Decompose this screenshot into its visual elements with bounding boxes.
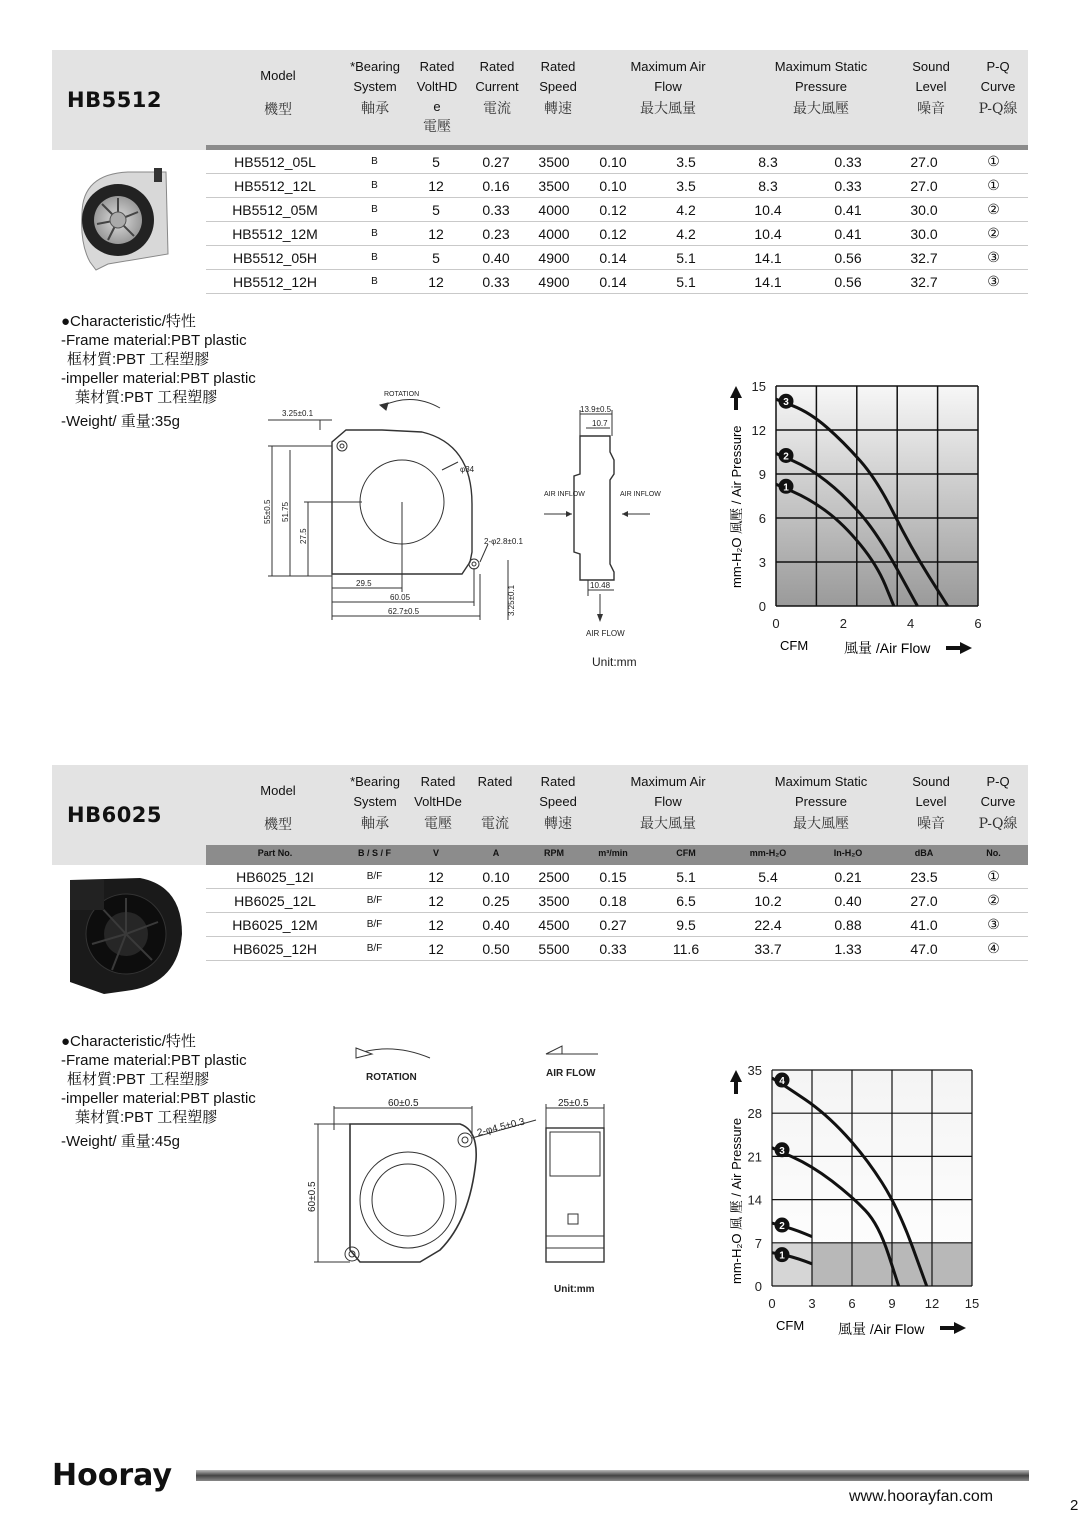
dim-text: 2-φ2.8±0.1 <box>484 537 523 546</box>
y-tick-label: 0 <box>758 599 766 614</box>
table-cell: 5.1 <box>643 270 729 294</box>
table-cell: 12 <box>405 889 467 913</box>
table-row <box>206 246 1028 270</box>
table-cell: 4900 <box>525 270 583 294</box>
dim-text: 2-φ4.5±0.3 <box>476 1116 526 1139</box>
table-cell: 0.27 <box>583 913 643 937</box>
table-cell: 0.33 <box>467 198 525 222</box>
table-cell: 0.41 <box>807 222 889 246</box>
table-cell: 5.4 <box>729 865 807 889</box>
table-cell: 12 <box>405 865 467 889</box>
page-number: 2 <box>1070 1497 1079 1514</box>
table-cell: 2500 <box>525 865 583 889</box>
table-cell: ④ <box>959 937 1028 961</box>
x-tick-label: 6 <box>974 616 982 631</box>
table-cell: 1.33 <box>807 937 889 961</box>
table-cell: 8.3 <box>729 174 807 198</box>
table-cell: 9.5 <box>643 913 729 937</box>
dim-text: 3.25±0.1 <box>507 584 516 616</box>
series-marker-1 <box>775 1247 790 1262</box>
table-cell: 0.12 <box>583 198 643 222</box>
table-cell: 32.7 <box>889 270 959 294</box>
table-cell: 11.6 <box>643 937 729 961</box>
header-model: Model 機型 <box>260 783 296 833</box>
x-axis-label: 風量 /Air Flow <box>844 640 931 656</box>
sub-dba: dBA <box>914 848 934 858</box>
table-cell: 0.15 <box>583 865 643 889</box>
sub-inh2o: In-H₂O <box>833 848 863 858</box>
table-cell: 14.1 <box>729 246 807 270</box>
table-cell: 0.40 <box>467 246 525 270</box>
header-pressure: Maximum Static Pressure 最大風壓 <box>774 59 868 117</box>
model-title: HB6025 <box>67 803 163 827</box>
series-label: 3 <box>783 397 789 409</box>
y-tick-label: 0 <box>754 1279 762 1294</box>
dim-text: 13.9±0.5 <box>580 405 612 414</box>
table-cell: 5 <box>405 150 467 174</box>
table-cell: B <box>344 270 405 294</box>
table-cell: ③ <box>959 270 1028 294</box>
y-tick-label: 21 <box>747 1149 762 1165</box>
header-sound: Sound Level 噪音 <box>912 59 950 117</box>
table-cell: 23.5 <box>889 865 959 889</box>
header-voltage: Rated VoltHDe 電壓 <box>414 774 462 832</box>
table-cell: 41.0 <box>889 913 959 937</box>
table-cell: 27.0 <box>889 889 959 913</box>
table-row <box>206 270 1028 294</box>
series-label: 1 <box>779 1250 785 1262</box>
air-flow-label: AIR FLOW <box>546 1068 596 1079</box>
table-cell: 30.0 <box>889 198 959 222</box>
header-pq: P-Q Curve P-Q線 <box>978 59 1018 117</box>
table-cell: HB6025_12L <box>206 889 344 913</box>
table-cell: HB6025_12I <box>206 865 344 889</box>
table-cell: 22.4 <box>729 913 807 937</box>
table-cell: B/F <box>344 889 405 913</box>
y-axis-arrow <box>730 386 742 410</box>
table-cell: 3500 <box>525 889 583 913</box>
table-cell: 5 <box>405 198 467 222</box>
table-cell: 0.33 <box>807 174 889 198</box>
dim-text: 51.75 <box>281 501 290 522</box>
x-tick-label: 6 <box>848 1296 856 1311</box>
y-tick-label: 9 <box>758 467 766 482</box>
y-tick-label: 12 <box>751 423 766 438</box>
dim-text: 27.5 <box>299 528 308 544</box>
series-marker-3 <box>779 394 794 409</box>
table-cell: 4000 <box>525 198 583 222</box>
table-cell: 12 <box>405 937 467 961</box>
table-cell: 0.88 <box>807 913 889 937</box>
table-cell: 0.16 <box>467 174 525 198</box>
x-axis-label: 風量 /Air Flow <box>838 1321 925 1337</box>
header-current: Rated 電流 <box>477 774 513 832</box>
table-cell: 0.10 <box>583 174 643 198</box>
table-row <box>206 937 1028 961</box>
table-cell: 3.5 <box>643 174 729 198</box>
series-label: 2 <box>783 451 789 463</box>
x-unit-label: CFM <box>776 1318 805 1333</box>
table-cell: B/F <box>344 865 405 889</box>
header-speed: Rated Speed 轉速 <box>539 59 577 117</box>
table-cell: 0.50 <box>467 937 525 961</box>
sub-amp: A <box>492 848 500 858</box>
header-airflow: Maximum Air Flow 最大風量 <box>630 774 706 832</box>
table-cell: 5500 <box>525 937 583 961</box>
x-tick-label: 15 <box>964 1296 980 1311</box>
unit-label: Unit:mm <box>592 655 637 669</box>
table-cell: 0.33 <box>467 270 525 294</box>
table-cell: 0.21 <box>807 865 889 889</box>
table-cell: B <box>344 174 405 198</box>
table-cell: 0.27 <box>467 150 525 174</box>
y-tick-label: 15 <box>751 379 766 394</box>
dim-text: 62.7±0.5 <box>388 607 420 616</box>
table-cell: ③ <box>959 246 1028 270</box>
table-cell: 10.2 <box>729 889 807 913</box>
sub-part-no: Part No. <box>257 848 293 858</box>
y-tick-label: 14 <box>747 1192 762 1208</box>
dim-text: 60.05 <box>390 593 411 602</box>
website-url[interactable]: www.hoorayfan.com <box>849 1488 994 1505</box>
table-row <box>206 222 1028 246</box>
table-cell: 30.0 <box>889 222 959 246</box>
spec-table-hb6025 <box>206 865 1028 961</box>
table-cell: 4.2 <box>643 198 729 222</box>
sub-mmh2o: mm-H₂O <box>749 848 787 858</box>
sub-bearing: B / S / F <box>357 848 391 858</box>
table-cell: 12 <box>405 270 467 294</box>
y-tick-label: 3 <box>758 555 766 570</box>
x-tick-label: 12 <box>924 1296 940 1311</box>
unit-subheader-row <box>206 845 1028 865</box>
table-cell: ② <box>959 889 1028 913</box>
table-cell: 3500 <box>525 150 583 174</box>
y-tick-label: 6 <box>758 511 766 526</box>
x-axis-arrow <box>946 642 972 654</box>
air-inflow-right: AIR INFLOW <box>620 491 661 498</box>
y-axis-arrow <box>730 1070 742 1094</box>
series-label: 1 <box>783 482 789 494</box>
characteristics-hb5512: ●Characteristic/特性 -Frame material:PBT plastic 框材質:PBT 工程塑膠 -impeller material:PBT plastic 葉材質:PBT 工程塑膠 -Weight/ 重量:35g <box>61 313 256 430</box>
table-cell: 33.7 <box>729 937 807 961</box>
y-axis-label: mm-H₂O 風壓 / Air Pressure <box>729 425 744 588</box>
series-marker-1 <box>779 479 794 494</box>
rotation-label: ROTATION <box>384 391 420 398</box>
table-row <box>206 913 1028 937</box>
table-cell: 0.10 <box>583 150 643 174</box>
dim-text: φ34 <box>460 465 475 474</box>
table-cell: 47.0 <box>889 937 959 961</box>
table-cell: B/F <box>344 913 405 937</box>
dim-text: 29.5 <box>356 579 372 588</box>
x-tick-label: 9 <box>888 1296 896 1311</box>
table-cell: 4000 <box>525 222 583 246</box>
header-bearing: *Bearing System 軸承 <box>350 774 400 832</box>
fan-photo-hb6025 <box>60 872 186 996</box>
spec-table-hb5512 <box>206 150 1028 294</box>
table-cell: HB5512_05L <box>206 150 344 174</box>
series-label: 2 <box>779 1221 785 1233</box>
table-cell: 27.0 <box>889 150 959 174</box>
y-tick-label: 28 <box>747 1106 762 1122</box>
table-cell: B <box>344 198 405 222</box>
series-label: 3 <box>779 1145 785 1157</box>
series-marker-4 <box>775 1073 790 1088</box>
series-marker-2 <box>779 448 794 463</box>
fan-photo-hb5512 <box>68 164 180 276</box>
table-cell: ② <box>959 198 1028 222</box>
dimension-drawing-hb5512 <box>262 384 680 670</box>
table-row <box>206 150 1028 174</box>
table-cell: 0.40 <box>467 913 525 937</box>
table-cell: ① <box>959 150 1028 174</box>
table-cell: 0.25 <box>467 889 525 913</box>
table-cell: 0.14 <box>583 270 643 294</box>
table-cell: B/F <box>344 937 405 961</box>
sub-volt: V <box>432 848 439 858</box>
series-marker-3 <box>775 1142 790 1157</box>
table-cell: 4900 <box>525 246 583 270</box>
series-marker-2 <box>775 1218 790 1233</box>
table-cell: 0.56 <box>807 270 889 294</box>
table-cell: HB5512_05M <box>206 198 344 222</box>
table-cell: 14.1 <box>729 270 807 294</box>
x-tick-label: 2 <box>839 616 847 631</box>
x-tick-label: 0 <box>772 616 780 631</box>
table-cell: 0.33 <box>807 150 889 174</box>
table-cell: 5.1 <box>643 246 729 270</box>
air-flow-label: AIR FLOW <box>586 629 625 638</box>
sub-cfm: CFM <box>676 848 696 858</box>
table-cell: HB5512_12H <box>206 270 344 294</box>
table-cell: 0.12 <box>583 222 643 246</box>
table-cell: HB5512_05H <box>206 246 344 270</box>
y-axis-label: mm-H₂O 風 壓 / Air Pressure <box>729 1117 744 1284</box>
dim-text: 3.25±0.1 <box>282 409 314 418</box>
table-cell: 3.5 <box>643 150 729 174</box>
table-cell: 0.18 <box>583 889 643 913</box>
table-cell: 5.1 <box>643 865 729 889</box>
table-cell: ① <box>959 865 1028 889</box>
x-tick-label: 0 <box>768 1296 776 1311</box>
table-cell: HB6025_12M <box>206 913 344 937</box>
unit-label: Unit:mm <box>554 1284 595 1295</box>
x-tick-label: 3 <box>808 1296 816 1311</box>
x-axis-arrow <box>940 1322 966 1334</box>
table-cell: 4.2 <box>643 222 729 246</box>
table-cell: 0.10 <box>467 865 525 889</box>
table-cell: HB5512_12L <box>206 174 344 198</box>
table-cell: 0.40 <box>807 889 889 913</box>
sub-no: No. <box>986 848 1001 858</box>
table-cell: 10.4 <box>729 198 807 222</box>
dimension-drawing-hb6025 <box>300 1040 620 1300</box>
table-cell: ① <box>959 174 1028 198</box>
sub-rpm: RPM <box>544 848 564 858</box>
table-cell: 3500 <box>525 174 583 198</box>
table-cell: B <box>344 150 405 174</box>
table-cell: 0.41 <box>807 198 889 222</box>
header-current: Rated Current 電流 <box>475 59 519 117</box>
y-tick-label: 35 <box>747 1063 762 1078</box>
table-row <box>206 198 1028 222</box>
dim-text: 60±0.5 <box>307 1181 318 1212</box>
brand-logo: Hooray <box>52 1458 172 1493</box>
header-model: Model 機型 <box>260 68 296 118</box>
table-cell: 5 <box>405 246 467 270</box>
rotation-label: ROTATION <box>366 1072 417 1083</box>
table-cell: 0.33 <box>583 937 643 961</box>
header-bearing: *Bearing System 軸承 <box>350 59 400 117</box>
header-pressure: Maximum Static Pressure 最大風壓 <box>774 774 868 832</box>
header-airflow: Maximum Air Flow 最大風量 <box>630 59 706 117</box>
series-label: 4 <box>779 1076 785 1088</box>
x-tick-label: 4 <box>907 616 915 631</box>
pq-chart-hb5512 <box>722 374 1002 664</box>
dim-text: 25±0.5 <box>558 1098 589 1109</box>
table-row <box>206 174 1028 198</box>
table-cell: 10.4 <box>729 222 807 246</box>
dim-text: 55±0.5 <box>263 499 272 524</box>
air-inflow-left: AIR INFLOW <box>544 491 585 498</box>
table-cell: 4500 <box>525 913 583 937</box>
table-cell: HB5512_12M <box>206 222 344 246</box>
header-speed: Rated Speed 轉速 <box>539 774 577 832</box>
table-cell: 12 <box>405 913 467 937</box>
dim-text: 10.48 <box>590 581 611 590</box>
table-row <box>206 889 1028 913</box>
model-title: HB5512 <box>67 88 163 112</box>
pq-chart-hb6025 <box>722 1058 1002 1348</box>
footer-bar <box>196 1470 1029 1481</box>
table-cell: 12 <box>405 174 467 198</box>
y-tick-label: 7 <box>754 1235 762 1251</box>
table-cell: ③ <box>959 913 1028 937</box>
header-voltage: Rated VoltHD e 電壓 <box>416 59 458 135</box>
table-cell: 12 <box>405 222 467 246</box>
table-cell: B <box>344 246 405 270</box>
x-unit-label: CFM <box>780 638 809 653</box>
table-cell: HB6025_12H <box>206 937 344 961</box>
table-cell: 8.3 <box>729 150 807 174</box>
table-cell: B <box>344 222 405 246</box>
table-cell: 0.14 <box>583 246 643 270</box>
sub-m3: m³/min <box>598 848 628 858</box>
table-cell: 27.0 <box>889 174 959 198</box>
table-cell: 6.5 <box>643 889 729 913</box>
header-sound: Sound Level 噪音 <box>912 774 950 832</box>
dim-text: 60±0.5 <box>388 1098 419 1109</box>
table-row <box>206 865 1028 889</box>
characteristics-hb6025: ●Characteristic/特性 -Frame material:PBT plastic 框材質:PBT 工程塑膠 -impeller material:PBT plastic 葉材質:PBT 工程塑膠 -Weight/ 重量:45g <box>61 1033 256 1150</box>
dim-text: 10.7 <box>592 419 608 428</box>
table-cell: 0.23 <box>467 222 525 246</box>
table-cell: 0.56 <box>807 246 889 270</box>
table-cell: ② <box>959 222 1028 246</box>
table-cell: 32.7 <box>889 246 959 270</box>
header-pq: P-Q Curve P-Q線 <box>978 774 1018 832</box>
